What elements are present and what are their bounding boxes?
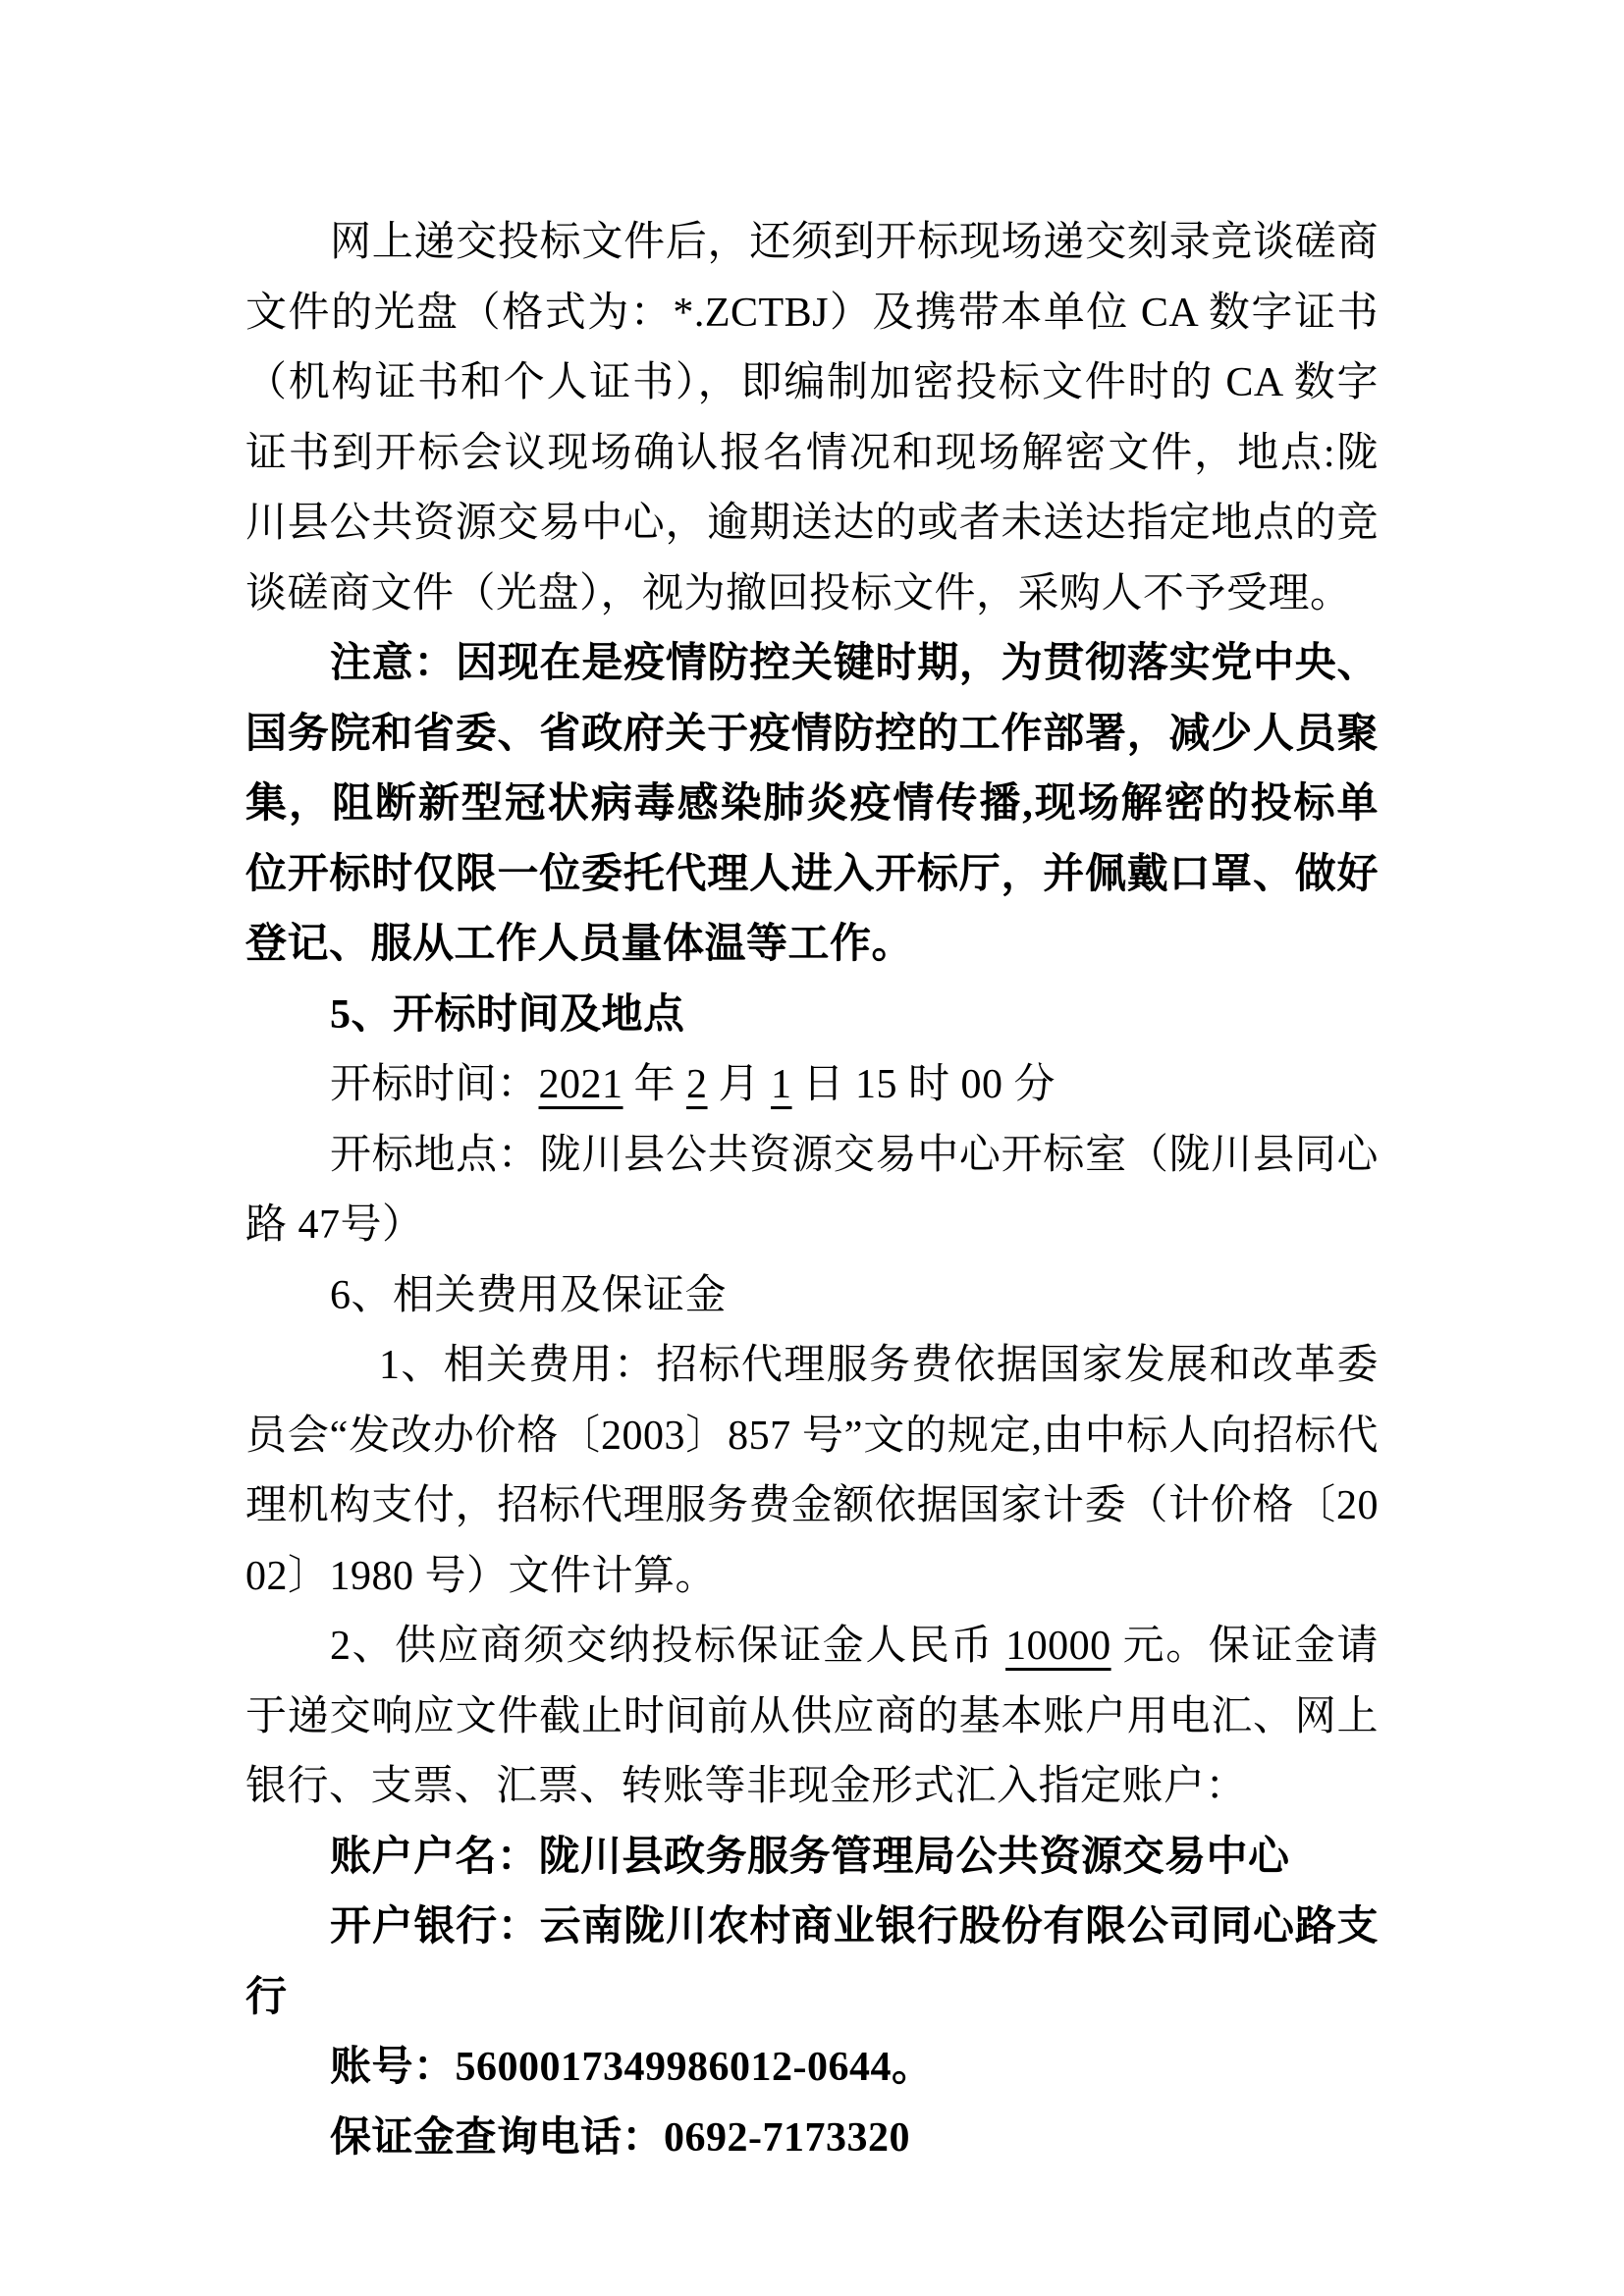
p-bid-opening-place	[245, 1121, 1379, 1261]
text-segment: 开标地点：陇川县公共资源交易中心开标室（陇川县同心路 47号）	[245, 1132, 1379, 1248]
underlined-value: 2021	[538, 1062, 623, 1107]
underlined-value: 1	[771, 1062, 792, 1107]
heading-fees-and-deposit	[245, 1261, 1379, 1332]
text-segment: 保证金查询电话：0692-7173320	[330, 2114, 910, 2161]
text-segment: 6、相关费用及保证金	[330, 1272, 728, 1318]
text-segment: 年	[623, 1062, 687, 1107]
text-segment: 5、开标时间及地点	[330, 991, 685, 1038]
text-segment: 1、相关费用：招标代理服务费依据国家发展和改革委员会“发改办价格〔2003〕857 号”文的规定,由中标人向招标代理机构支付，招标代理服务费金额依据国家计委（计价格〔2002〕1980 号）文件计算。	[245, 1343, 1379, 1599]
p-account-number	[245, 2033, 1379, 2104]
text-segment: 元。保证金请于递交响应文件截止时间前从供应商的基本账户用电汇、网上银行、支票、汇票、转账等非现金形式汇入指定账户：	[245, 1624, 1379, 1809]
underlined-value: 10000	[1005, 1624, 1111, 1669]
p-agency-fee	[245, 1331, 1379, 1612]
text-segment: 日 15 时 00 分	[791, 1062, 1056, 1107]
p-covid-notice	[245, 629, 1379, 981]
p-bank-name	[245, 1893, 1379, 2033]
text-segment: 开户银行：云南陇川农村商业银行股份有限公司同心路支行	[245, 1904, 1379, 2020]
text-segment: 2、供应商须交纳投标保证金人民币	[330, 1624, 1006, 1669]
text-segment: 注意：因现在是疫情防控关键时期，为贯彻落实党中央、国务院和省委、省政府关于疫情防控的工作部署，减少人员聚集，阻断新型冠状病毒感染肺炎疫情传播,现场解密的投标单位开标时仅限一位委托代理人进入开标厅，并佩戴口罩、做好登记、服从工作人员量体温等工作。	[245, 641, 1379, 967]
p-bid-deposit	[245, 1612, 1379, 1823]
p-deposit-inquiry-phone	[245, 2104, 1379, 2174]
p-online-submission-notice	[245, 208, 1379, 629]
text-segment: 月	[707, 1062, 772, 1107]
text-segment: 开标时间：	[330, 1062, 539, 1107]
p-account-name	[245, 1823, 1379, 1894]
heading-bid-opening-time-place	[245, 981, 1379, 1051]
p-bid-opening-time	[245, 1050, 1379, 1121]
text-segment: 网上递交投标文件后，还须到开标现场递交刻录竞谈磋商文件的光盘（格式为：*.ZCTBJ）及携带本单位 CA 数字证书（机构证书和个人证书），即编制加密投标文件时的 CA 数字证书到开标会议现场确认报名情况和现场解密文件，地点:陇川县公共资源交易中心，逾期送达的或者未送达指定地点的竞谈磋商文件（光盘），视为撤回投标文件，采购人不予受理。	[245, 220, 1379, 616]
text-segment: 账户户名：陇川县政务服务管理局公共资源交易中心	[330, 1834, 1290, 1880]
text-segment: 账号：5600017349986012-0644。	[330, 2045, 934, 2090]
document-body	[245, 208, 1379, 2173]
underlined-value: 2	[686, 1062, 708, 1107]
